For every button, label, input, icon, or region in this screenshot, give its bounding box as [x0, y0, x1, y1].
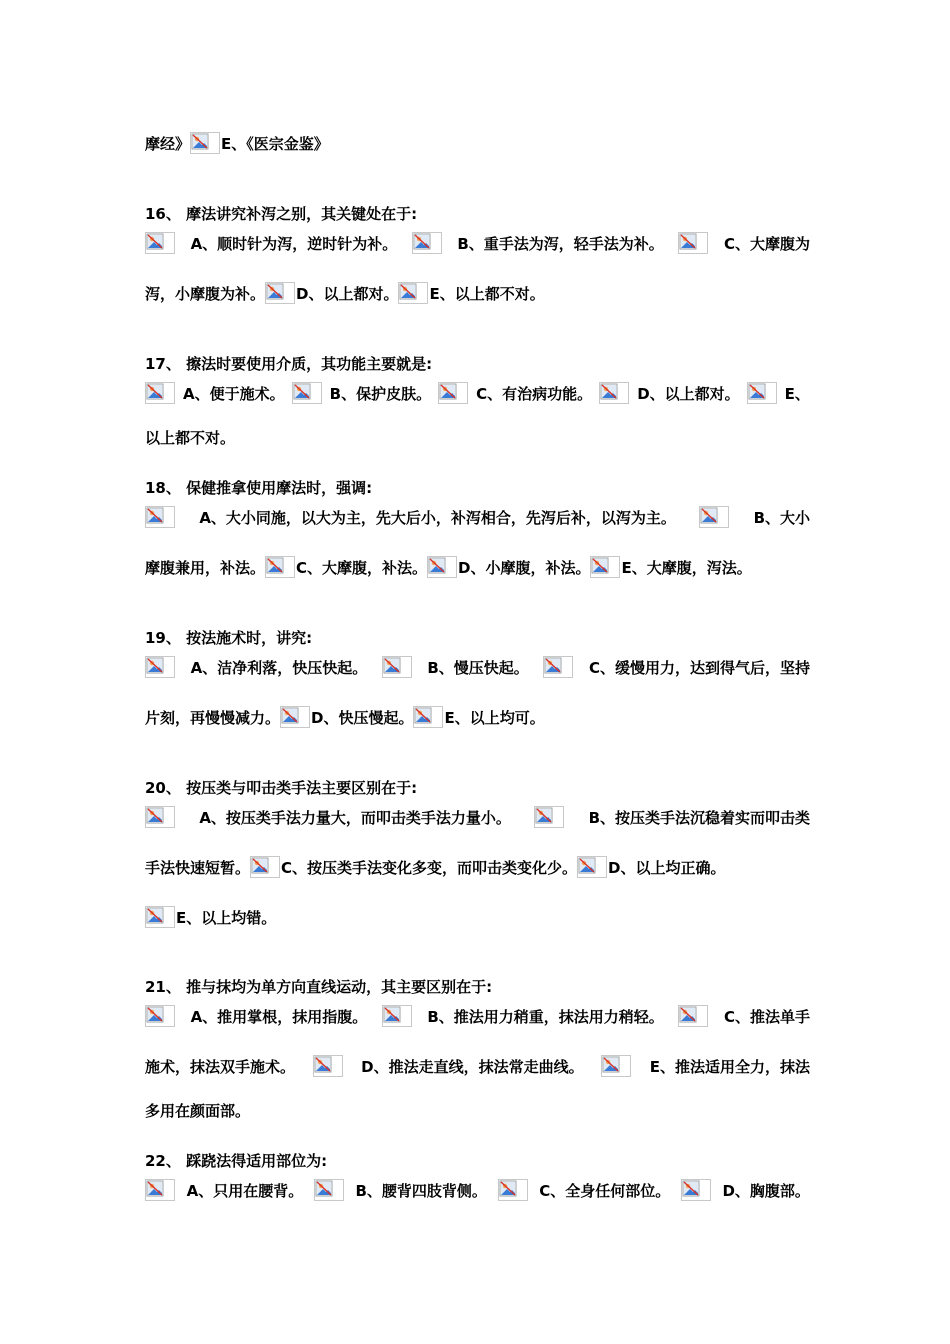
- broken-image-icon: [498, 1179, 528, 1201]
- broken-image-icon: [590, 556, 620, 578]
- text-segment: D、以上都对。: [296, 285, 399, 303]
- broken-image-icon: [145, 906, 175, 928]
- text-segment: A、只用在腰背。: [186, 1182, 304, 1200]
- broken-image-icon: [681, 1179, 711, 1201]
- text-segment: C、有治病功能。: [476, 385, 593, 403]
- text-line: [145, 706, 810, 728]
- text-segment: 17、 擦法时要使用介质，其功能主要就是:: [145, 355, 433, 373]
- text-line: [145, 776, 810, 798]
- broken-image-icon: [599, 382, 629, 404]
- text-segment: C、按压类手法变化多变，而叩击类变化少。: [281, 859, 578, 877]
- text-segment: E、以上均可。: [444, 709, 545, 727]
- broken-image-icon: [145, 232, 175, 254]
- broken-image-icon: [601, 1055, 631, 1077]
- text-segment: C、大摩腹，补法。: [296, 559, 428, 577]
- text-segment: C、全身任何部位。: [539, 1182, 671, 1200]
- text-segment: 多用在颜面部。: [145, 1102, 251, 1120]
- text-segment: B、按压类手法沉稳着实而叩击类: [588, 809, 810, 827]
- text-segment: B、重手法为泻，轻手法为补。: [457, 235, 664, 253]
- text-line: [145, 1179, 810, 1201]
- text-line: [145, 232, 810, 254]
- broken-image-icon: [145, 1179, 175, 1201]
- broken-image-icon: [190, 132, 220, 154]
- text-line: [145, 382, 810, 404]
- broken-image-icon: [145, 656, 175, 678]
- text-segment: 摩腹兼用，补法。: [145, 559, 266, 577]
- broken-image-icon: [678, 232, 708, 254]
- broken-image-icon: [145, 506, 175, 528]
- text-segment: D、推法走直线，抹法常走曲线。: [361, 1058, 584, 1076]
- text-segment: 摩经》: [145, 135, 191, 153]
- text-segment: E、《医宗金鉴》: [221, 135, 329, 153]
- text-segment: E、大摩腹，泻法。: [621, 559, 752, 577]
- text-line: [145, 352, 810, 374]
- broken-image-icon: [145, 382, 175, 404]
- broken-image-icon: [145, 806, 175, 828]
- text-line: [145, 506, 810, 528]
- broken-image-icon: [280, 706, 310, 728]
- text-segment: A、按压类手法力量大，而叩击类手法力量小。: [199, 809, 511, 827]
- broken-image-icon: [747, 382, 777, 404]
- text-segment: 22、 踩跷法得适用部位为:: [145, 1152, 328, 1170]
- broken-image-icon: [265, 556, 295, 578]
- text-segment: A、推用掌根，抹用指腹。: [190, 1008, 368, 1026]
- text-segment: D、以上均正确。: [608, 859, 726, 877]
- text-line: [145, 975, 810, 997]
- text-segment: C、缓慢用力，达到得气后，坚持: [588, 659, 810, 677]
- text-segment: 泻，小摩腹为补。: [145, 285, 266, 303]
- text-line: [145, 476, 810, 498]
- text-line: [145, 282, 810, 304]
- text-segment: A、便于施术。: [183, 385, 285, 403]
- text-segment: D、小摩腹，补法。: [458, 559, 591, 577]
- text-line: [145, 656, 810, 678]
- broken-image-icon: [543, 656, 573, 678]
- text-line: [145, 132, 810, 154]
- text-segment: B、大小: [753, 509, 810, 527]
- text-segment: A、大小同施，以大为主，先大后小，补泻相合，先泻后补，以泻为主。: [199, 509, 676, 527]
- broken-image-icon: [313, 1055, 343, 1077]
- text-segment: D、快压慢起。: [311, 709, 414, 727]
- broken-image-icon: [265, 282, 295, 304]
- text-segment: E、以上均错。: [176, 909, 277, 927]
- text-line: [145, 1005, 810, 1027]
- text-segment: 20、 按压类与叩击类手法主要区别在于:: [145, 779, 418, 797]
- text-segment: 以上都不对。: [145, 429, 236, 447]
- text-segment: E、推法适用全力，抹法: [649, 1058, 810, 1076]
- text-line: [145, 626, 810, 648]
- text-segment: A、顺时针为泻，逆时针为补。: [190, 235, 398, 253]
- text-line: [145, 1055, 810, 1077]
- text-segment: 18、 保健推拿使用摩法时，强调:: [145, 479, 373, 497]
- text-line: [145, 856, 810, 878]
- text-segment: B、慢压快起。: [427, 659, 529, 677]
- broken-image-icon: [577, 856, 607, 878]
- broken-image-icon: [413, 706, 443, 728]
- text-line: [145, 1099, 810, 1121]
- text-segment: 16、 摩法讲究补泻之别，其关键处在于:: [145, 205, 418, 223]
- broken-image-icon: [699, 506, 729, 528]
- text-segment: B、腰背四肢背侧。: [355, 1182, 487, 1200]
- broken-image-icon: [438, 382, 468, 404]
- text-segment: A、洁净利落，快压快起。: [190, 659, 368, 677]
- broken-image-icon: [427, 556, 457, 578]
- text-line: [145, 906, 810, 928]
- text-segment: C、大摩腹为: [723, 235, 810, 253]
- text-segment: D、胸腹部。: [722, 1182, 810, 1200]
- broken-image-icon: [145, 1005, 175, 1027]
- text-segment: E、以上都不对。: [429, 285, 545, 303]
- text-segment: C、推法单手: [723, 1008, 810, 1026]
- text-segment: 19、 按法施术时，讲究:: [145, 629, 313, 647]
- broken-image-icon: [382, 656, 412, 678]
- broken-image-icon: [412, 232, 442, 254]
- text-segment: E、: [784, 385, 810, 403]
- text-segment: 施术，抹法双手施术。: [145, 1058, 296, 1076]
- text-line: [145, 202, 810, 224]
- text-line: [145, 1149, 810, 1171]
- broken-image-icon: [292, 382, 322, 404]
- broken-image-icon: [678, 1005, 708, 1027]
- text-line: [145, 806, 810, 828]
- text-line: [145, 426, 810, 448]
- broken-image-icon: [398, 282, 428, 304]
- broken-image-icon: [382, 1005, 412, 1027]
- broken-image-icon: [250, 856, 280, 878]
- text-line: [145, 556, 810, 578]
- broken-image-icon: [534, 806, 564, 828]
- text-segment: D、以上都对。: [637, 385, 740, 403]
- text-segment: B、推法用力稍重，抹法用力稍轻。: [427, 1008, 664, 1026]
- text-segment: 片刻，再慢慢减力。: [145, 709, 281, 727]
- broken-image-icon: [314, 1179, 344, 1201]
- text-segment: 手法快速短暂。: [145, 859, 251, 877]
- text-segment: B、保护皮肤。: [329, 385, 432, 403]
- text-segment: 21、 推与抹均为单方向直线运动，其主要区别在于:: [145, 978, 493, 996]
